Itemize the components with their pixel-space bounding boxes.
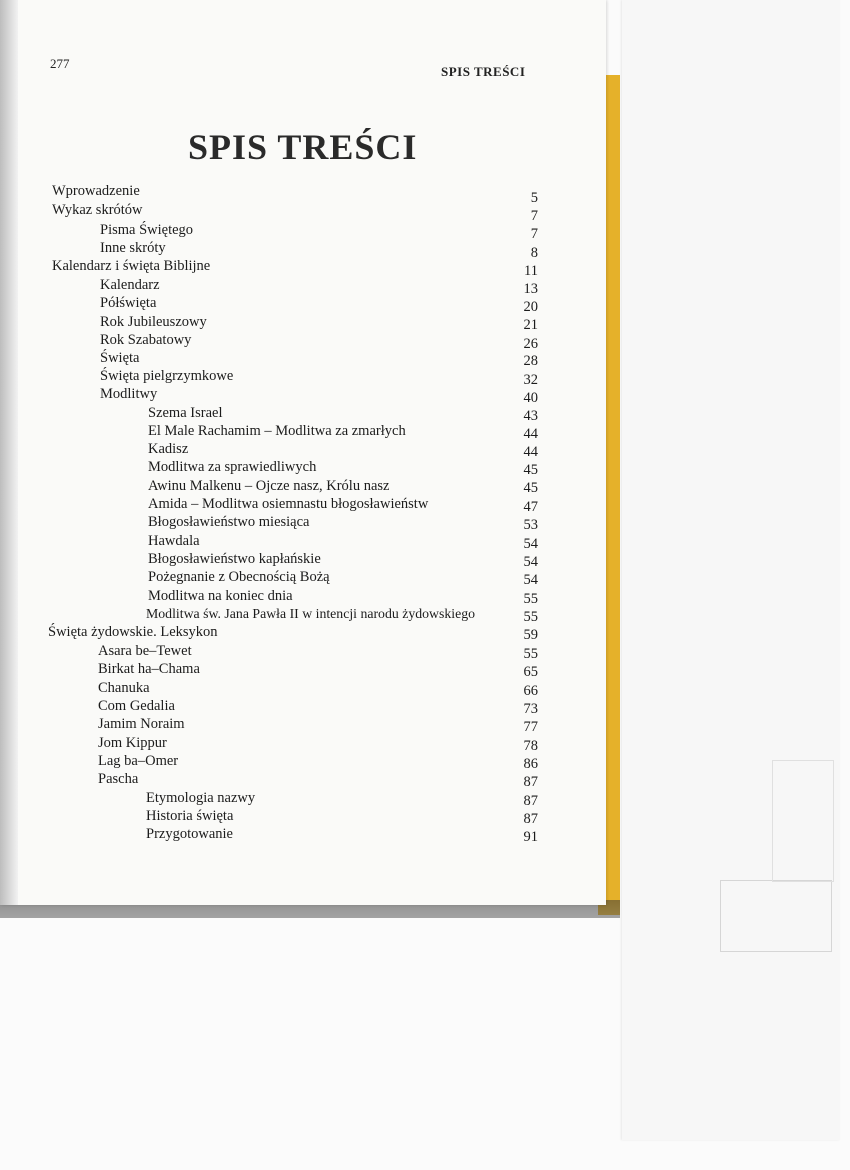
toc-entry: Chanuka: [98, 680, 150, 696]
toc-page-number: 87: [523, 793, 538, 809]
toc-page-number: 11: [524, 263, 538, 279]
toc-page-number: 40: [523, 390, 538, 406]
toc-entry: Lag ba–Omer: [98, 753, 179, 769]
toc-entry: Rok Szabatowy: [100, 332, 192, 348]
toc-page-number: 21: [523, 317, 538, 333]
toc-page-number: 66: [523, 683, 538, 699]
toc-page-number: 73: [523, 701, 538, 717]
toc-entry: Kadisz: [148, 441, 189, 457]
toc-page-number: 7: [530, 208, 538, 224]
toc-entry: Modlitwa za sprawiedliwych: [148, 459, 317, 475]
toc-entry: Etymologia nazwy: [146, 790, 256, 806]
toc-page-number: 7: [530, 226, 538, 242]
toc-page-number: 55: [523, 646, 538, 662]
toc-page-number: 8: [530, 245, 538, 261]
toc-page-number: 91: [523, 829, 538, 845]
toc-entry: Błogosławieństwo miesiąca: [148, 514, 310, 530]
toc-entry: Rok Jubileuszowy: [100, 314, 207, 330]
toc-entry: Przygotowanie: [146, 826, 233, 842]
toc-page-number: 86: [523, 756, 538, 772]
toc-page-number: 55: [523, 591, 538, 607]
toc-entry: Kalendarz: [100, 277, 160, 293]
toc-page-number: 59: [523, 627, 538, 643]
faint-table-outline: [720, 880, 832, 952]
toc-entry: El Male Rachamim – Modlitwa za zmarłych: [148, 423, 406, 439]
toc-entry: Hawdala: [148, 533, 200, 549]
toc-entry: Pożegnanie z Obecnością Bożą: [148, 569, 330, 585]
toc-entry: Święta żydowskie. Leksykon: [48, 624, 218, 640]
toc-entry: Wykaz skrótów: [52, 202, 143, 218]
page-number: 277: [50, 56, 70, 71]
faint-table-outline: [772, 760, 834, 882]
toc-page-number: 47: [523, 499, 538, 515]
toc-entry: Asara be–Tewet: [98, 643, 192, 659]
toc-page-number: 44: [523, 426, 538, 442]
toc-page-number: 28: [523, 353, 538, 369]
toc-page-number: 45: [523, 480, 538, 496]
toc-entry: Historia święta: [146, 808, 234, 824]
toc-entry: Błogosławieństwo kapłańskie: [148, 551, 321, 567]
toc-entry: Pisma Świętego: [100, 222, 194, 238]
toc-entry: Amida – Modlitwa osiemnastu błogosławieństw: [148, 496, 429, 512]
toc-page-number: 87: [523, 774, 538, 790]
toc-page-number: 55: [523, 609, 538, 625]
toc-entry: Modlitwa na koniec dnia: [148, 588, 293, 604]
toc-entry: Jom Kippur: [98, 735, 167, 751]
toc-page-number: 5: [530, 190, 538, 206]
toc-entry: Półświęta: [100, 295, 157, 311]
toc-page-number: 26: [523, 336, 538, 352]
toc-page-number: 78: [523, 738, 538, 754]
toc-entry: Święta: [100, 350, 140, 366]
toc-entry: Kalendarz i święta Biblijne: [52, 258, 211, 274]
toc-entry: Inne skróty: [100, 240, 166, 256]
toc-page-number: 87: [523, 811, 538, 827]
toc-page-number: 53: [523, 517, 538, 533]
toc-entry: Święta pielgrzymkowe: [100, 368, 234, 384]
toc-entry: Modlitwa św. Jana Pawła II w intencji narodu żydowskiego: [146, 606, 476, 621]
toc-entry: Wprowadzenie: [52, 183, 140, 199]
page-title: SPIS TREŚCI: [188, 127, 418, 167]
toc-page-number: 54: [523, 536, 538, 552]
toc-page-number: 54: [523, 572, 538, 588]
toc-entry: Com Gedalia: [98, 698, 175, 714]
toc-entry: Birkat ha–Chama: [98, 661, 200, 677]
toc-entry: Jamim Noraim: [98, 716, 185, 732]
toc-page-number: 32: [523, 372, 538, 388]
toc-entry: Szema Israel: [148, 405, 223, 421]
toc-entry: Modlitwy: [100, 386, 158, 402]
toc-page-number: 13: [523, 281, 538, 297]
toc-entry: Awinu Malkenu – Ojcze nasz, Królu nasz: [148, 478, 390, 494]
toc-page-number: 44: [523, 444, 538, 460]
toc-entry: Pascha: [98, 771, 139, 787]
toc-page-number: 43: [523, 408, 538, 424]
toc-page-number: 54: [523, 554, 538, 570]
background-paper-sheet: [622, 0, 840, 1140]
running-head: SPIS TREŚCI: [441, 64, 526, 79]
toc-page-number: 20: [523, 299, 538, 315]
page-gutter-shadow: [0, 0, 18, 905]
toc-page-number: 77: [523, 719, 538, 735]
toc-page-number: 45: [523, 462, 538, 478]
toc-page-number: 65: [523, 664, 538, 680]
